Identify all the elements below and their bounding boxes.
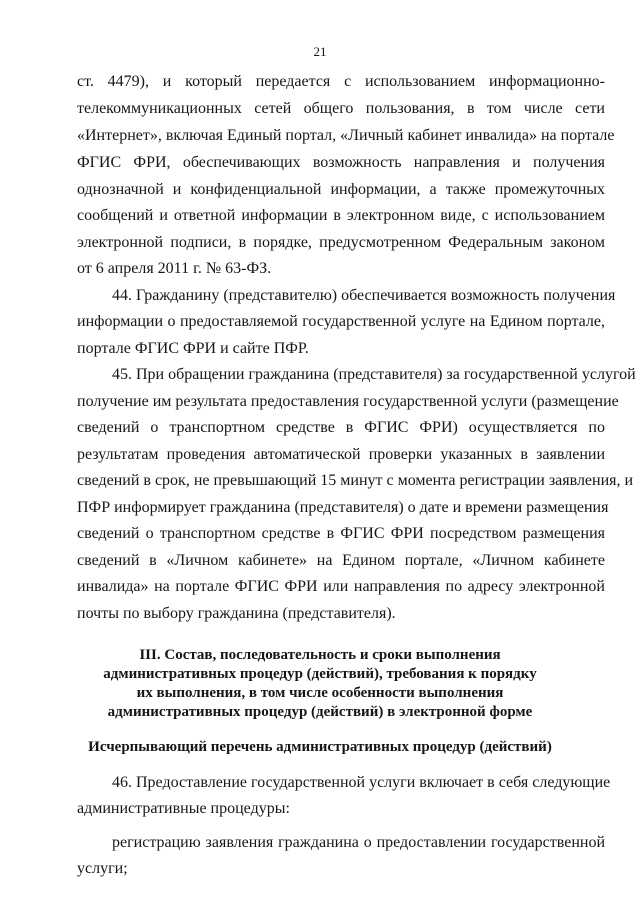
text-line: от 6 апреля 2011 г. № 63-ФЗ. bbox=[77, 260, 272, 277]
text-line: сведений о транспортном средстве в ФГИС ФРИ) осуществляется по bbox=[77, 419, 605, 436]
text-line: услуги; bbox=[77, 860, 128, 877]
text-line: ПФР информирует гражданина (представителя) о дате и времени размещения bbox=[77, 499, 609, 516]
text-line: результатам проведения автоматической проверки указанных в заявлении bbox=[77, 446, 605, 463]
section-heading-line: III. Состав, последовательность и сроки выполнения bbox=[139, 647, 501, 663]
section-heading-line: их выполнения, в том числе особенности выполнения bbox=[136, 685, 504, 701]
text-line: электронной подписи, в порядке, предусмотренном Федеральным законом bbox=[77, 234, 605, 251]
text-line: 44. Гражданину (представителю) обеспечивается возможность получения bbox=[112, 287, 616, 304]
text-line: «Интернет», включая Единый портал, «Личный кабинет инвалида» на портале bbox=[77, 127, 615, 144]
text-line: почты по выбору гражданина (представителя). bbox=[77, 605, 396, 622]
page-number: 21 bbox=[313, 44, 327, 59]
text-line: инвалида» на портале ФГИС ФРИ или направления по адресу электронной bbox=[77, 578, 605, 595]
text-line: сведений в «Личном кабинете» на Едином портале, «Личном кабинете bbox=[77, 552, 605, 569]
text-line: ст. 4479), и который передается с использованием информационно- bbox=[77, 73, 605, 90]
section-heading-line: административных процедур (действий), требования к порядку bbox=[103, 666, 537, 682]
subheading: Исчерпывающий перечень административных процедур (действий) bbox=[88, 739, 552, 755]
text-line: сведений о транспортном средстве в ФГИС ФРИ посредством размещения bbox=[77, 525, 605, 542]
text-line: сообщений и ответной информации в электронном виде, с использованием bbox=[77, 207, 605, 224]
text-line: сведений в срок, не превышающий 15 минут с момента регистрации заявления, и bbox=[77, 472, 634, 489]
text-line: однозначной и конфиденциальной информации, а также промежуточных bbox=[77, 181, 605, 198]
text-line: ФГИС ФРИ, обеспечивающих возможность направления и получения bbox=[77, 154, 605, 171]
text-line: 45. При обращении гражданина (представителя) за государственной услугой bbox=[112, 366, 636, 383]
text-line: телекоммуникационных сетей общего пользования, в том числе сети bbox=[77, 100, 605, 117]
text-line: регистрацию заявления гражданина о предоставлении государственной bbox=[112, 834, 605, 851]
text-line: 46. Предоставление государственной услуги включает в себя следующие bbox=[112, 774, 611, 791]
text-line: административные процедуры: bbox=[77, 800, 290, 817]
text-line: портале ФГИС ФРИ и сайте ПФР. bbox=[77, 340, 309, 357]
text-line: получение им результата предоставления государственной услуги (размещение bbox=[77, 393, 619, 410]
text-line: информации о предоставляемой государственной услуге на Едином портале, bbox=[77, 313, 605, 330]
section-heading-line: административных процедур (действий) в электронной форме bbox=[107, 704, 533, 720]
